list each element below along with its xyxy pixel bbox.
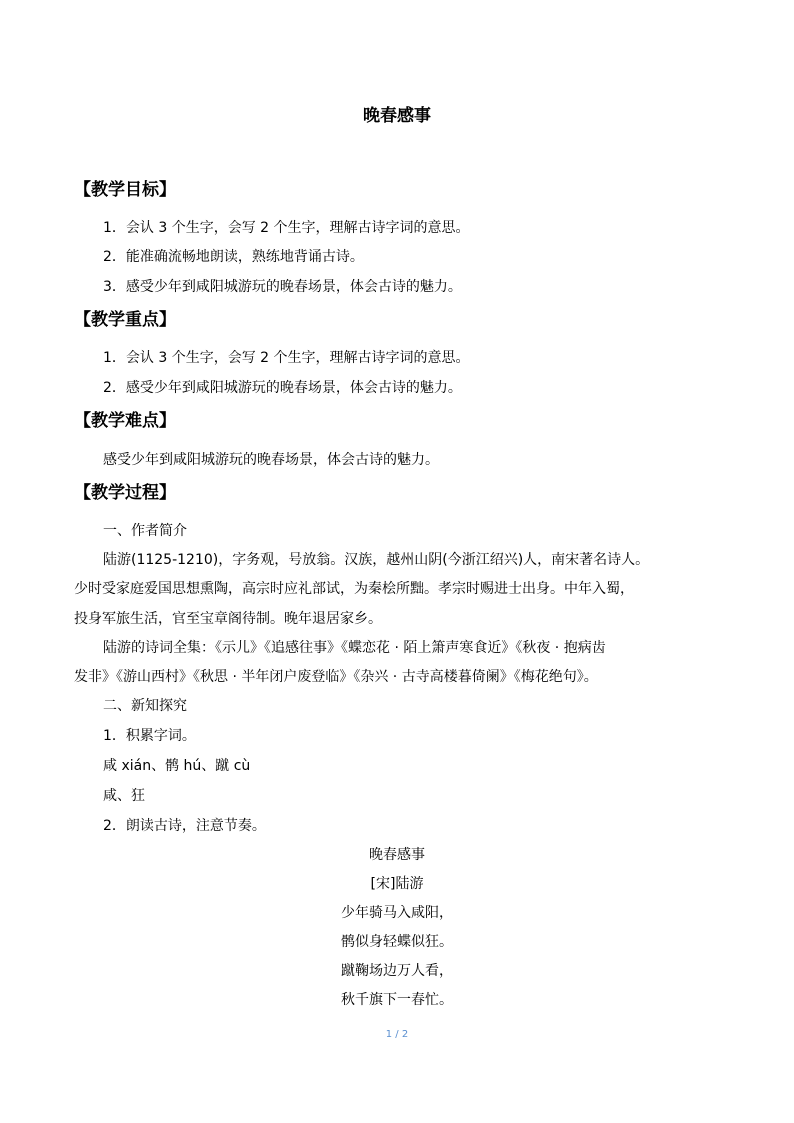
process-item: 2．朗读古诗，注意节奏。	[103, 818, 266, 834]
goal-item: 1．会认 3 个生字，会写 2 个生字，理解古诗字词的意思。	[103, 220, 470, 236]
process-item: 1．积累字词。	[103, 728, 196, 744]
section-heading-key-points: 【教学重点】	[74, 310, 176, 330]
poem-author: [宋]陆游	[370, 876, 424, 892]
goal-item: 3．感受少年到咸阳城游玩的晚春场景，体会古诗的魅力。	[103, 279, 462, 295]
process-paragraph-line: 陆游的诗词全集：《示儿》《追感往事》《蝶恋花 · 陌上箫声寒食近》《秋夜 · 抱病齿	[103, 640, 606, 656]
section-heading-difficulties: 【教学难点】	[74, 411, 176, 431]
poem-line: 秋千旗下一春忙。	[341, 992, 453, 1008]
section-heading-process: 【教学过程】	[74, 483, 176, 503]
poem-line: 鹘似身轻蝶似狂。	[341, 934, 453, 950]
poem-title: 晚春感事	[369, 847, 425, 863]
process-subheading: 一、作者简介	[103, 523, 187, 539]
vocabulary-line: 咸 xián、鹘 hú、蹴 cù	[103, 758, 251, 774]
process-paragraph-line: 陆游(1125-1210)，字务观，号放翁。汉族，越州山阴(今浙江绍兴)人，南宋著名诗人。	[103, 552, 650, 568]
document-title: 晚春感事	[363, 106, 431, 126]
page-number: 1 / 2	[385, 1029, 409, 1040]
section-heading-goals: 【教学目标】	[74, 180, 176, 200]
key-point-item: 1．会认 3 个生字，会写 2 个生字，理解古诗字词的意思。	[103, 350, 470, 366]
process-paragraph-line: 少时受家庭爱国思想熏陶，高宗时应礼部试，为秦桧所黜。孝宗时赐进士出身。中年入蜀，	[74, 581, 634, 597]
difficulty-text: 感受少年到咸阳城游玩的晚春场景，体会古诗的魅力。	[103, 452, 439, 468]
process-subheading: 二、新知探究	[103, 698, 187, 714]
key-point-item: 2．感受少年到咸阳城游玩的晚春场景，体会古诗的魅力。	[103, 380, 462, 396]
goal-item: 2．能准确流畅地朗读，熟练地背诵古诗。	[103, 249, 364, 265]
poem-line: 蹴鞠场边万人看，	[341, 963, 453, 979]
process-paragraph-line: 发非》《游山西村》《秋思 · 半年闭户废登临》《杂兴 · 古寺高楼暮倚阑》《梅花绝句》。	[74, 669, 598, 685]
vocabulary-line: 咸、狂	[103, 788, 145, 804]
process-paragraph-line: 投身军旅生活，官至宝章阁待制。晚年退居家乡。	[74, 611, 382, 627]
poem-line: 少年骑马入咸阳，	[341, 905, 453, 921]
